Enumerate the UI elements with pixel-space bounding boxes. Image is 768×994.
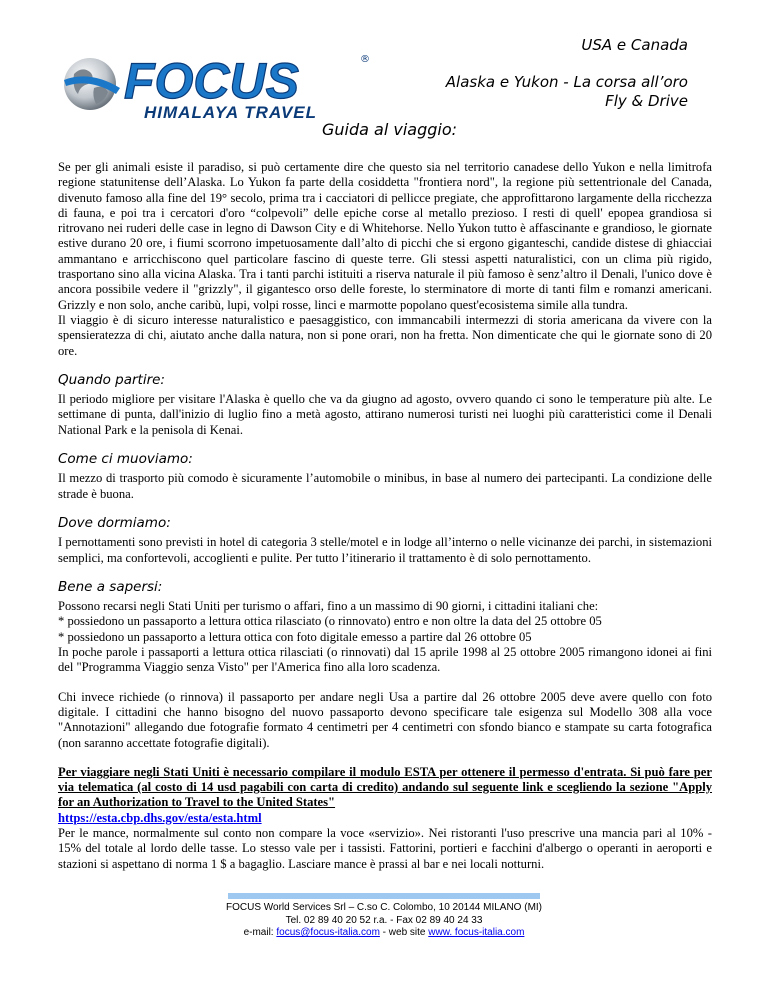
section-text-come: Il mezzo di trasporto più comodo è sicuramente l’automobile o minibus, in base al numero dei partecipanti. La condizione delle strade è buona.: [58, 471, 712, 501]
section-title-bene: Bene a sapersi:: [58, 578, 163, 595]
footer-divider: [228, 893, 540, 899]
section-text-dove: I pernottamenti sono previsti in hotel di categoria 3 stelle/motel e in lodge all’interno o nelle vicinanze dei parchi, in sistemazioni semplici, ma confortevoli, accoglienti e pulite. Per tutto l’itinerario il trattamento è di solo pernottamento.: [58, 535, 712, 565]
document-body: [58, 160, 712, 872]
section-title-quando: Quando partire:: [58, 371, 165, 388]
footer: [0, 902, 768, 940]
footer-contacts: [0, 927, 768, 940]
footer-phone: Tel. 02 89 40 20 52 r.a. - Fax 02 89 40 24 33: [285, 914, 483, 926]
bene-line-2: * possiedono un passaporto a lettura ottica rilasciato (o rinnovato) entro e non oltre la data del 25 ottobre 05: [58, 614, 602, 629]
bene-line-4: In poche parole i passaporti a lettura ottica rilasciati (o rinnovati) dal 15 aprile 1998 al 25 ottobre 2005 rimangono idonei ai fini del "Programma Viaggio senza Visto" per l'America fino alla loro scadenza.: [58, 645, 712, 675]
logo-main-text: FOCUS: [124, 53, 299, 109]
logo-registered-mark: ®: [360, 54, 370, 65]
header-info: [446, 36, 688, 111]
section-text-quando: Il periodo migliore per visitare l'Alaska è quello che va da giugno ad agosto, ovvero quando ci sono le temperature più alte. Le settimane di punta, dall'inizio di luglio fino a metà agosto, attirano numerosi turisti nei luoghi più caratteristici come il Denali National Park e la penisola di Kenai.: [58, 392, 712, 437]
guide-title: Guida al viaggio:: [322, 120, 458, 139]
footer-web-link[interactable]: www. focus-italia.com: [428, 927, 525, 938]
footer-email-link[interactable]: focus@focus-italia.com: [276, 927, 380, 938]
footer-company: FOCUS World Services Srl – C.so C. Colombo, 10 20144 MILANO (MI): [225, 902, 543, 913]
bene-line-3: * possiedono un passaporto a lettura ottica con foto digitale emesso a partire dal 26 ottobre 05: [58, 629, 532, 644]
bene-line-1: Possono recarsi negli Stati Uniti per turismo o affari, fino a un massimo di 90 giorni, i cittadini italiani che:: [58, 599, 599, 614]
section-title-dove: Dove dormiamo:: [58, 514, 171, 531]
globe-icon: [60, 40, 390, 120]
footer-email-label: e-mail:: [243, 927, 277, 938]
section-title-come: Come ci muoviamo:: [58, 451, 193, 468]
header-country: USA e Canada: [581, 36, 688, 54]
esta-link[interactable]: https://esta.cbp.dhs.gov/esta/esta.html: [58, 810, 262, 825]
esta-paragraph: [58, 765, 712, 826]
focus-logo: [60, 40, 390, 120]
footer-web-label: - web site: [379, 927, 429, 938]
esta-notice: Per viaggiare negli Stati Uniti è necessario compilare il modulo ESTA per ottenere il permesso d'entrata. Si può fare per via telematica (al costo di 14 usd pagabili con carta di credito) andando sul seguente link e scegliendo la sezione "Apply for an Authorization to Travel to the United States": [58, 764, 712, 810]
logo-sub-text: HIMALAYA TRAVEL: [144, 103, 318, 120]
header-trip-subtitle: Fly & Drive: [605, 92, 688, 110]
header-trip-title: Alaska e Yukon - La corsa all’oro: [445, 73, 688, 91]
bene-passport-paragraph: Chi invece richiede (o rinnova) il passaporto per andare negli Usa a partire dal 26 ottobre 2005 deve avere quello con foto digitale. I cittadini che hanno bisogno del nuovo passaporto devono specificare tale esigenza sul Modello 308 alla voce "Annotazioni" allegando due fotografie formato 4 centimetri per 4 centimetri con sfondo bianco e stampate su carta fotografica (non saranno accettate fotografie digitali).: [58, 689, 712, 750]
intro-paragraph-2: Il viaggio è di sicuro interesse naturalistico e paesaggistico, con immancabili intermezzi di storia americana da vivere con la spensieratezza di chi, aiutato anche dalla natura, non si pone orari, non ha fretta. Non dimenticate che qui le giornate sono di 20 ore.: [58, 312, 712, 358]
intro-paragraph-1: Se per gli animali esiste il paradiso, si può certamente dire che questo sia nel territorio canadese dello Yukon e nella limitrofa regione statunitense dell’Alaska. Lo Yukon fa parte della cosiddetta "frontiera nord", la regione più settentrionale del Canada, divenuto famoso alla fine del 19° secolo, prima tra i cacciatori di pellicce pregiate, che approfittarono largamente della ricchezza di fauna, e poi tra i cercatori d'oro “colpevoli” delle epiche corse al metallo prezioso. I resti di quell' epopea grandiosa si ritrovano nei ruderi delle case in legno di Dawson City e di Whitehorse. Nello Yukon tutto è affascinante e grandioso, le giornate estive durano 20 ore, i fiumi scorrono impetuosamente dall’alto di picchi che si ergono giganteschi, candide distese di ghiacciai ammantano e arricchiscono quel particolare fascino di queste terre. Gli stessi aspetti naturalistici, con un clima più rigido, trasportano sino alla vicina Alaska. Tra i tanti parchi istituiti a riserva naturale il più famoso è senz’altro il Denali, l'unico dove è ancora possibile vedere il "grizzly", il gigantesco orso delle foreste, lo sterminatore di morte di tanti film e romanzi americani. Grizzly e non solo, anche caribù, lupi, volpi rosse, linci e marmotte popolano quest'ecosistema simile alla tundra.: [58, 160, 712, 312]
tips-paragraph: Per le mance, normalmente sul conto non compare la voce «servizio». Nei ristoranti l'uso prescrive una mancia pari al 10% - 15% del totale al lordo delle tasse. Lo stesso vale per i tassisti. Fattorini, portieri e facchini d'albergo o operanti in aeroporti e stazioni si aspettano di norma 1 $ a bagaglio. Lasciare mance è prassi al bar e nei locali notturni.: [58, 825, 712, 871]
